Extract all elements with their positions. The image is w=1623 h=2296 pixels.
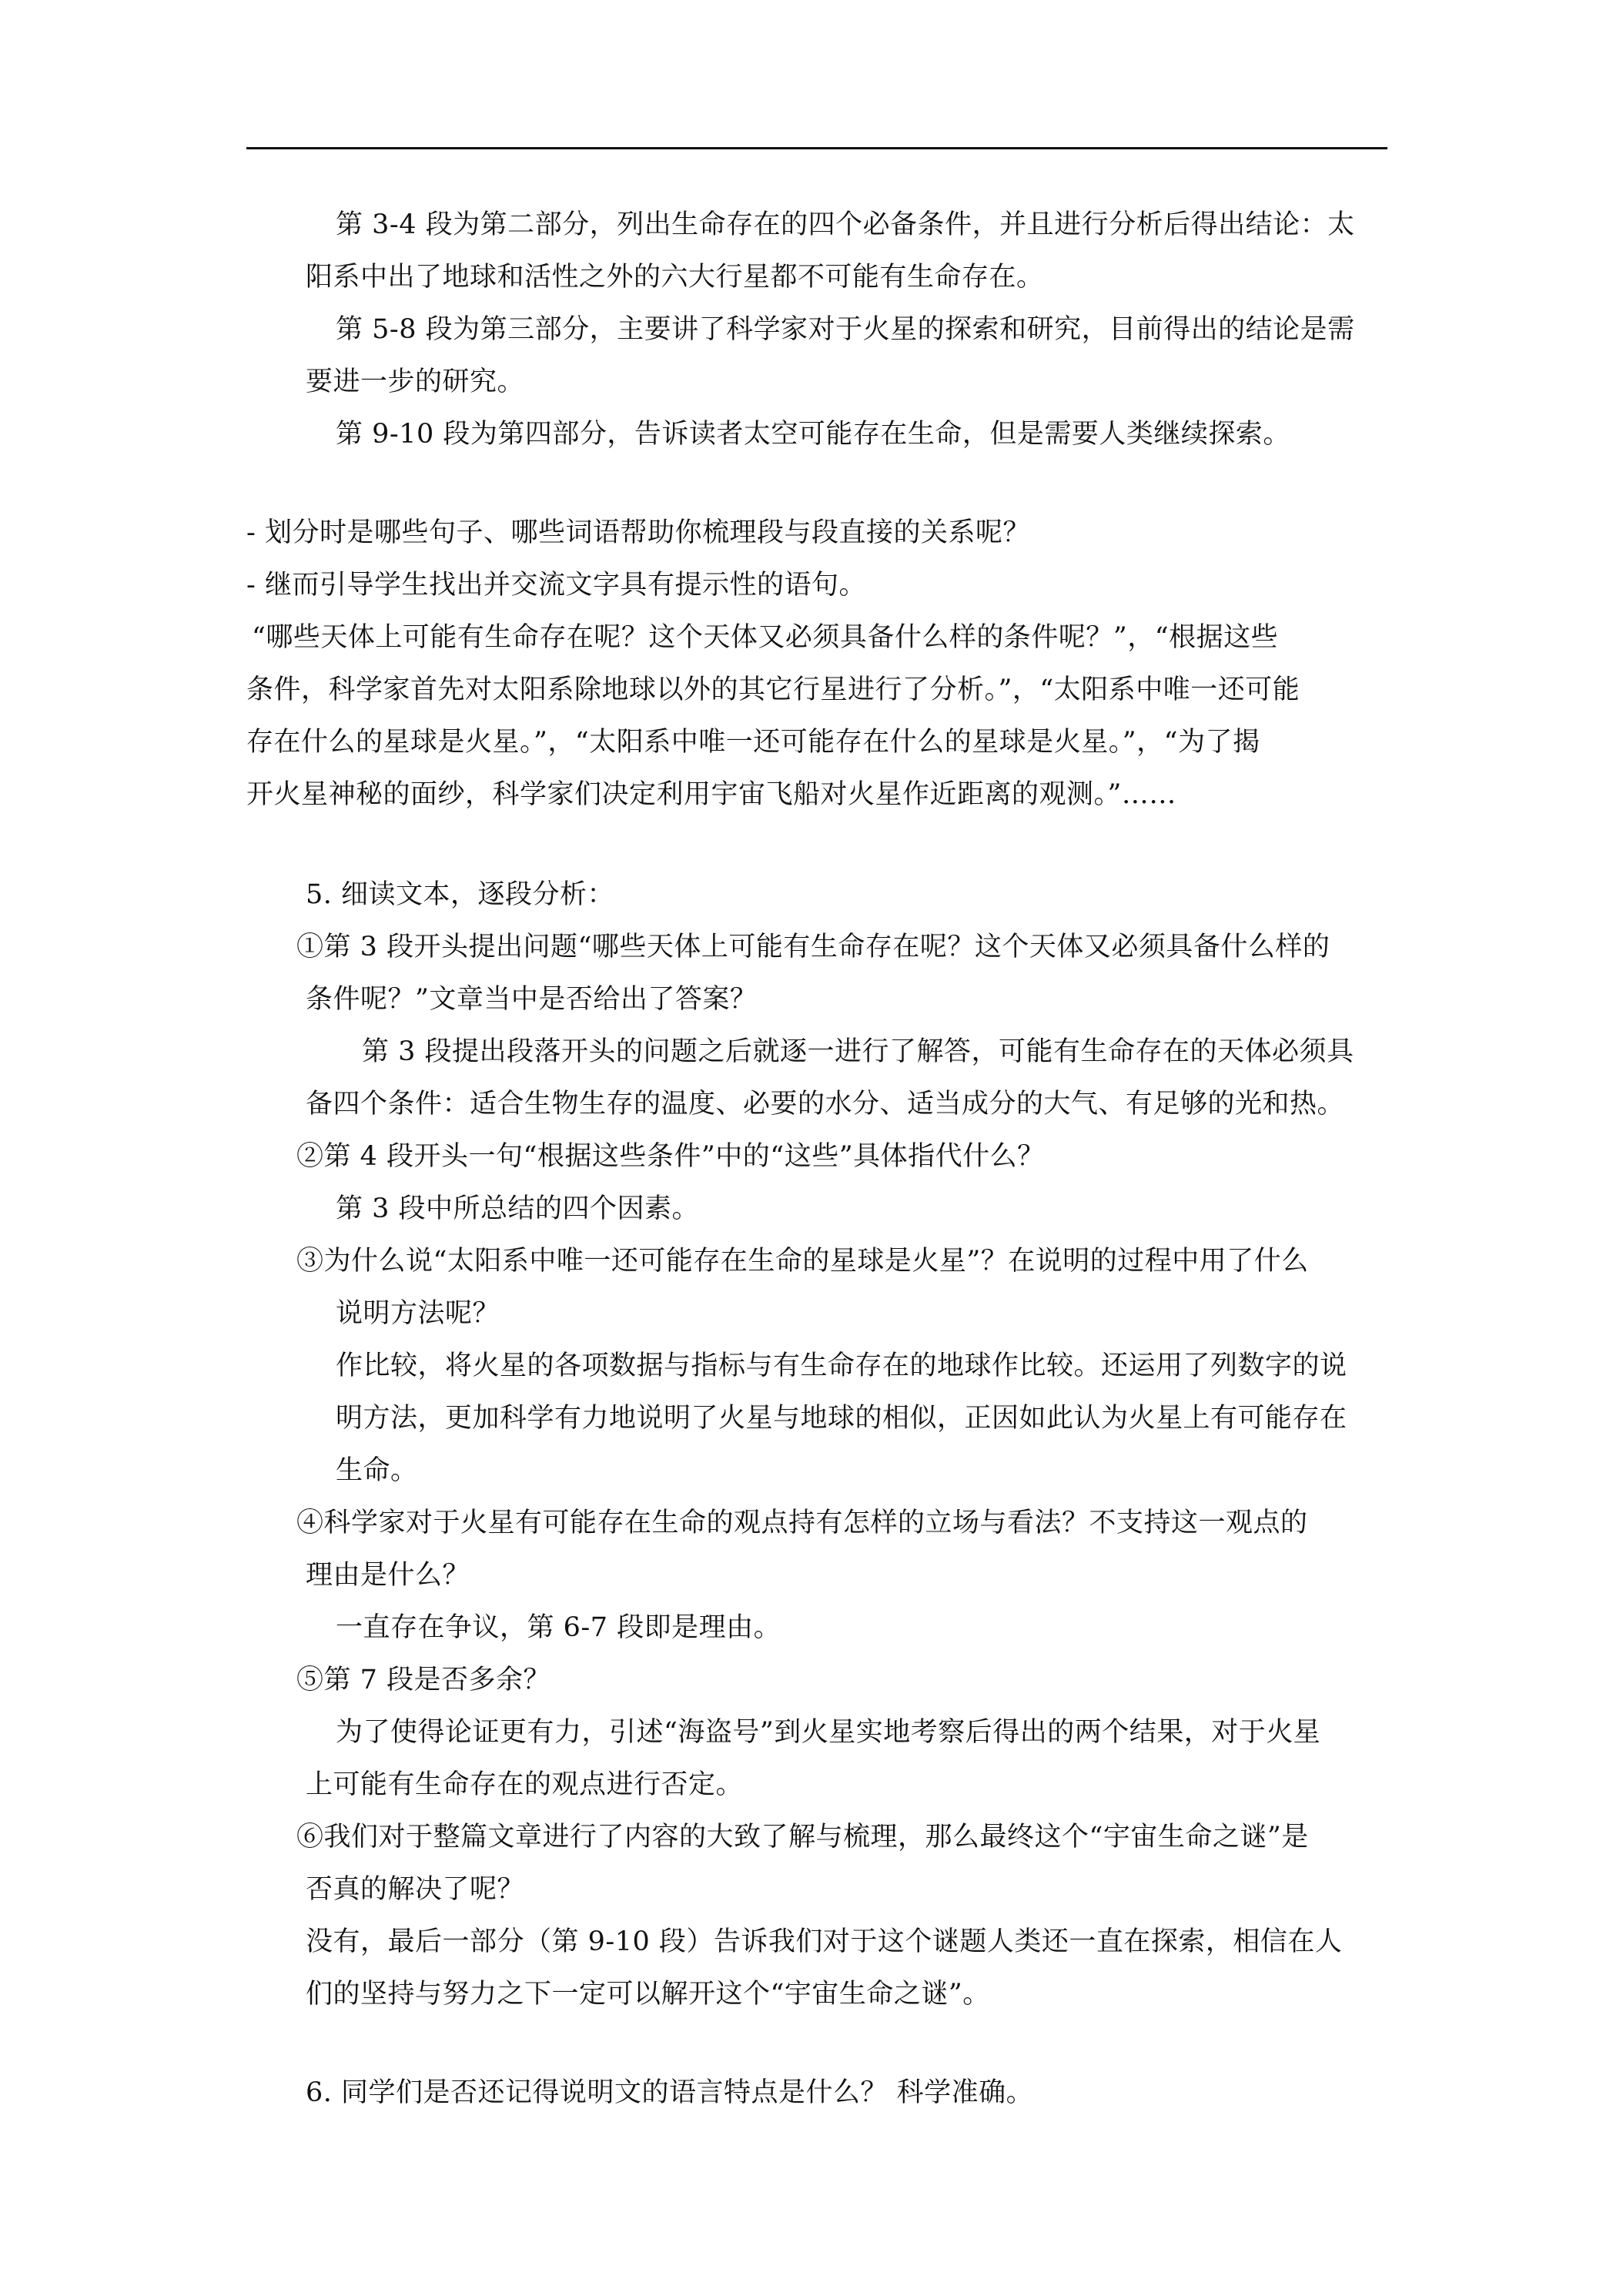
question-6-line2: 否真的解决了呢？ — [306, 1874, 525, 1905]
question-4-line2: 理由是什么？ — [306, 1560, 470, 1591]
part-two-summary-line1: 第 3-4 段为第二部分，列出生命存在的四个必备条件，并且进行分析后得出结论：太 — [336, 209, 1355, 240]
section-6-question: 6. 同学们是否还记得说明文的语言特点是什么？ 科学准确。 — [306, 2077, 1034, 2108]
question-3-line2: 说明方法呢？ — [336, 1298, 500, 1329]
header-rule — [246, 147, 1387, 149]
section-5-heading: 5. 细读文本，逐段分析： — [306, 879, 615, 910]
part-three-summary-line1: 第 5-8 段为第三部分，主要讲了科学家对于火星的探索和研究，目前得出的结论是需 — [336, 314, 1355, 345]
answer-3-line3: 生命。 — [336, 1455, 418, 1486]
quote-line-4: 开火星神秘的面纱，科学家们决定利用宇宙飞船对火星作近距离的观测。”…… — [246, 779, 1176, 810]
answer-6-line2: 们的坚持与努力之下一定可以解开这个“宇宙生命之谜”。 — [306, 1979, 990, 2010]
part-four-summary: 第 9-10 段为第四部分，告诉读者太空可能存在生命，但是需要人类继续探索。 — [336, 419, 1290, 450]
question-5: ⑤第 7 段是否多余？ — [296, 1665, 551, 1695]
answer-1-line2: 备四个条件：适合生物生存的温度、必要的水分、适当成分的大气、有足够的光和热。 — [306, 1089, 1345, 1120]
question-4-line1: ④科学家对于火星有可能存在生命的观点持有怎样的立场与看法？不支持这一观点的 — [296, 1508, 1308, 1538]
part-three-summary-line2: 要进一步的研究。 — [306, 366, 525, 397]
answer-2: 第 3 段中所总结的四个因素。 — [336, 1193, 700, 1224]
answer-5-line2: 上可能有生命存在的观点进行否定。 — [306, 1769, 744, 1800]
answer-5-line1: 为了使得论证更有力，引述“海盗号”到火星实地考察后得出的两个结果，对于火星 — [336, 1717, 1321, 1748]
answer-3-line1: 作比较，将火星的各项数据与指标与有生命存在的地球作比较。还运用了列数字的说 — [336, 1350, 1347, 1381]
guidance-bullet-1: - 划分时是哪些句子、哪些词语帮助你梳理段与段直接的关系呢？ — [246, 517, 1030, 548]
answer-6-line1: 没有，最后一部分（第 9-10 段）告诉我们对于这个谜题人类还一直在探索，相信在人 — [306, 1926, 1343, 1957]
part-two-summary-line2: 阳系中出了地球和活性之外的六大行星都不可能有生命存在。 — [306, 262, 1044, 293]
question-3-line1: ③为什么说“太阳系中唯一还可能存在生命的星球是火星”？在说明的过程中用了什么 — [296, 1246, 1309, 1277]
question-6-line1: ⑥我们对于整篇文章进行了内容的大致了解与梳理，那么最终这个“宇宙生命之谜”是 — [296, 1822, 1309, 1853]
question-1-line1: ①第 3 段开头提出问题“哪些天体上可能有生命存在呢？这个天体又必须具备什么样的 — [296, 932, 1330, 962]
quote-line-1: “哪些天体上可能有生命存在呢？这个天体又必须具备什么样的条件呢？”，“根据这些 — [252, 622, 1279, 653]
answer-1-line1: 第 3 段提出段落开头的问题之后就逐一进行了解答，可能有生命存在的天体必须具 — [362, 1036, 1354, 1067]
quote-line-3: 存在什么的星球是火星。”，“太阳系中唯一还可能存在什么的星球是火星。”，“为了揭 — [246, 727, 1260, 758]
question-2: ②第 4 段开头一句“根据这些条件”中的“这些”具体指代什么？ — [296, 1141, 1045, 1172]
quote-line-2: 条件，科学家首先对太阳系除地球以外的其它行星进行了分析。”，“太阳系中唯一还可能 — [246, 674, 1300, 705]
guidance-bullet-2: - 继而引导学生找出并交流文字具有提示性的语句。 — [246, 570, 866, 601]
answer-4: 一直存在争议，第 6-7 段即是理由。 — [336, 1612, 781, 1643]
question-1-line2: 条件呢？”文章当中是否给出了答案？ — [306, 984, 758, 1015]
answer-3-line2: 明方法，更加科学有力地说明了火星与地球的相似，正因如此认为火星上有可能存在 — [336, 1403, 1347, 1434]
